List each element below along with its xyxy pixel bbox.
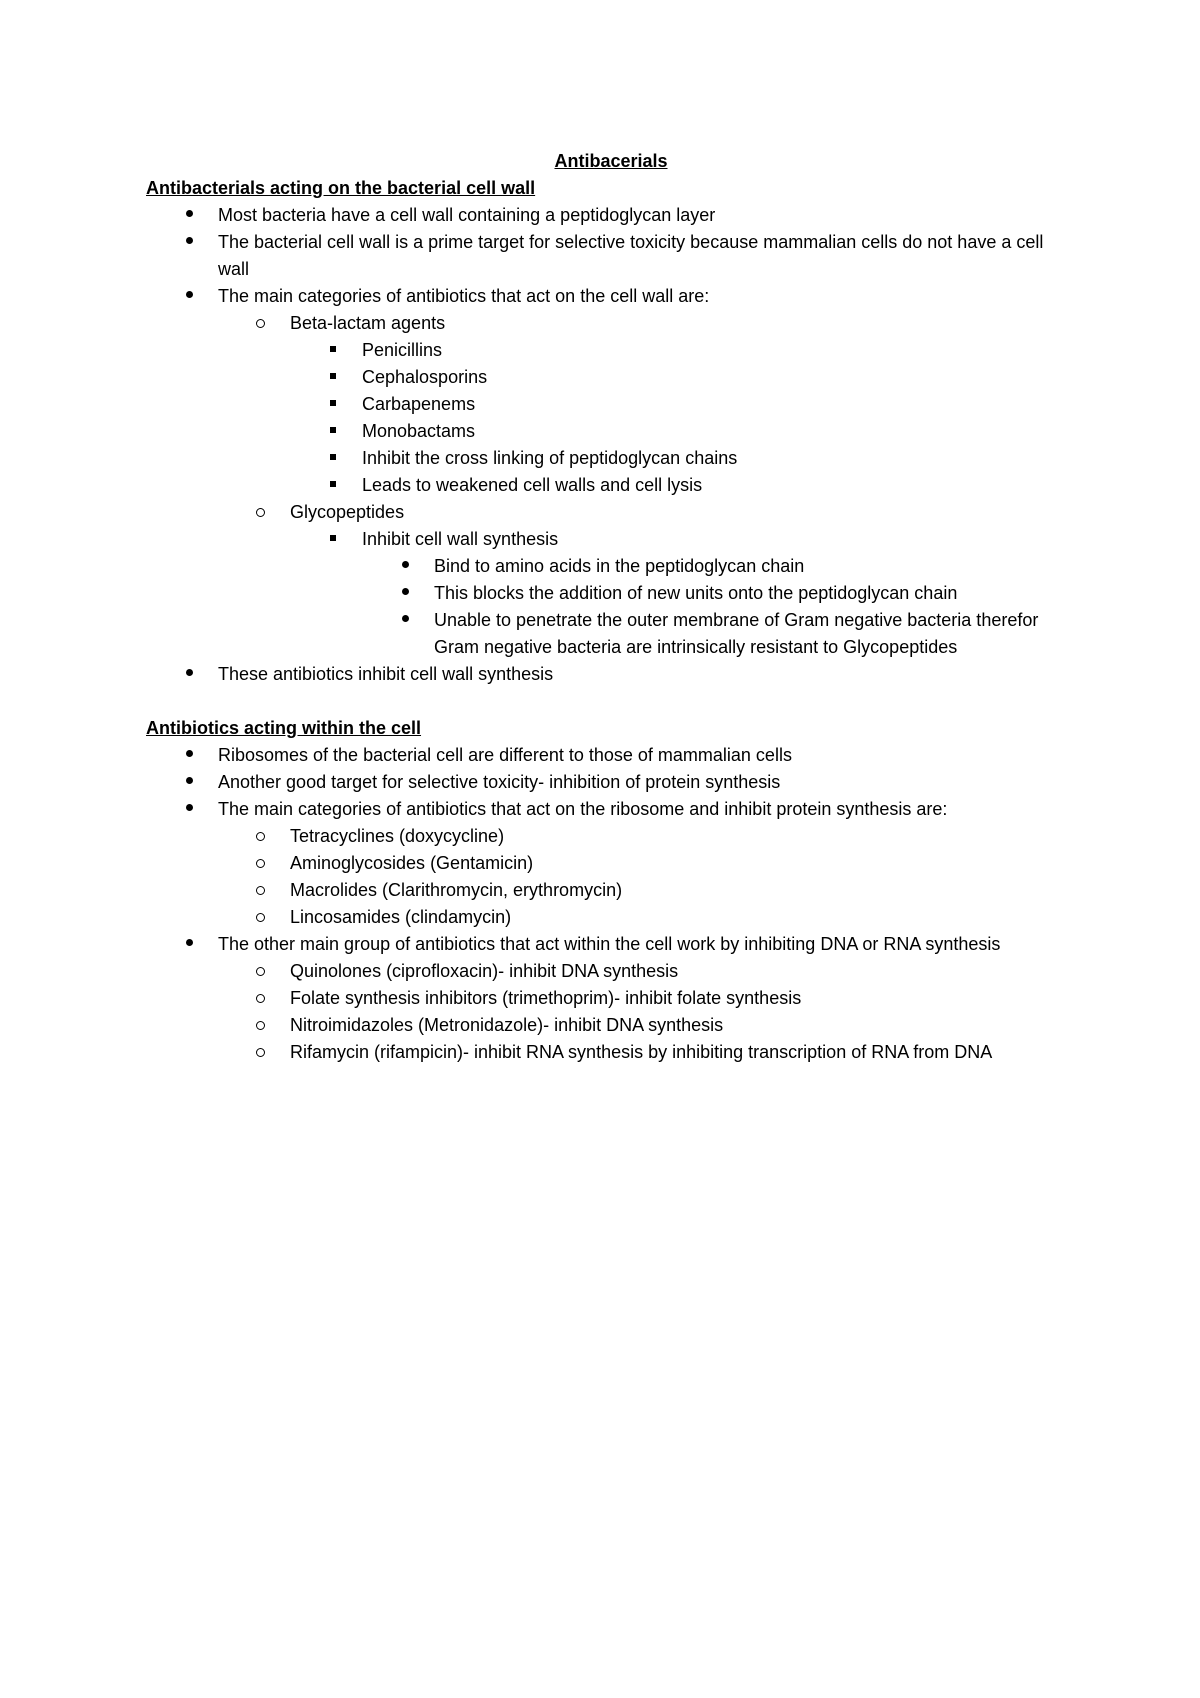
list-item: Cephalosporins (290, 364, 1076, 391)
list-item: Ribosomes of the bacterial cell are different to those of mammalian cells (146, 742, 1076, 769)
glycopeptides-mechanism-list (362, 553, 1076, 661)
list-item: Inhibit cell wall synthesis Bind to amino acids in the peptidoglycan chain This blocks the addition of new units onto the peptidoglycan chain Unable to penetrate the outer membrane of Gram negative bacteria therefor Gram negative bacteria are intrinsically resistant to Glycopeptides (290, 526, 1076, 661)
list-item: Quinolones (ciprofloxacin)- inhibit DNA synthesis (218, 958, 1076, 985)
beta-lactam-list (290, 337, 1076, 499)
list-item: Penicillins (290, 337, 1076, 364)
list-item: Inhibit the cross linking of peptidoglycan chains (290, 445, 1076, 472)
within-cell-list (146, 742, 1076, 1066)
list-item: The other main group of antibiotics that act within the cell work by inhibiting DNA or RNA synthesis Quinolones (ciprofloxacin)- inhibit DNA synthesis Folate synthesis inhibitors (trimethoprim)- inhibit folate synthesis Nitroimidazoles (Metronidazole)- inhibit DNA synthesis Rifamycin (rifampicin)- inhibit RNA synthesis by inhibiting transcription of RNA from DNA (146, 931, 1076, 1066)
list-item: The main categories of antibiotics that act on the ribosome and inhibit protein synthesis are: Tetracyclines (doxycycline) Aminoglycosides (Gentamicin) Macrolides (Clarithromycin, erythromycin) Lincosamides (clindamycin) (146, 796, 1076, 931)
list-item: Unable to penetrate the outer membrane of Gram negative bacteria therefor Gram negative bacteria are intrinsically resistant to Glycopeptides (362, 607, 1076, 661)
glycopeptides-list (290, 526, 1076, 661)
bullet-circle-icon (256, 886, 265, 895)
document-content (146, 148, 1076, 1066)
bullet-square-icon (330, 535, 336, 541)
bullet-circle-icon (256, 994, 265, 1003)
list-item: Bind to amino acids in the peptidoglycan chain (362, 553, 1076, 580)
bullet-disc-icon (186, 939, 193, 946)
list-item: Another good target for selective toxicity- inhibition of protein synthesis (146, 769, 1076, 796)
bullet-square-icon (330, 481, 336, 487)
list-item: Tetracyclines (doxycycline) (218, 823, 1076, 850)
list-item: Lincosamides (clindamycin) (218, 904, 1076, 931)
cell-wall-list (146, 202, 1076, 688)
bullet-disc-icon (402, 561, 409, 568)
bullet-square-icon (330, 373, 336, 379)
bullet-square-icon (330, 454, 336, 460)
bullet-disc-icon (402, 615, 409, 622)
page-title: Antibacerials (554, 151, 668, 171)
list-item: Rifamycin (rifampicin)- inhibit RNA synthesis by inhibiting transcription of RNA from DNA (218, 1039, 1076, 1066)
section-heading-within-cell: Antibiotics acting within the cell (146, 718, 422, 738)
list-item: Aminoglycosides (Gentamicin) (218, 850, 1076, 877)
list-item: The main categories of antibiotics that act on the cell wall are: Beta-lactam agents Penicillins Cephalosporins Carbapenems Monobactams Inhibit the cross linking of peptidoglycan chains Leads to weakened cell walls and cell lysis Glycopeptides Inhibit cell wall synthesis Bind to amino acids in the peptidoglycan chain This blocks the addition of new units onto the peptidoglycan chain Unable to penetrate the outer membrane of Gram negative bacteria therefor Gram negative bacteria are intrinsically resistant to Glycopeptides (146, 283, 1076, 661)
bullet-disc-icon (186, 750, 193, 757)
list-item: Beta-lactam agents Penicillins Cephalosporins Carbapenems Monobactams Inhibit the cross linking of peptidoglycan chains Leads to weakened cell walls and cell lysis (218, 310, 1076, 499)
bullet-circle-icon (256, 508, 265, 517)
bullet-disc-icon (186, 210, 193, 217)
bullet-circle-icon (256, 832, 265, 841)
list-item: Monobactams (290, 418, 1076, 445)
bullet-circle-icon (256, 967, 265, 976)
bullet-circle-icon (256, 1048, 265, 1057)
list-item: Macrolides (Clarithromycin, erythromycin) (218, 877, 1076, 904)
list-item: Leads to weakened cell walls and cell lysis (290, 472, 1076, 499)
list-item: Nitroimidazoles (Metronidazole)- inhibit DNA synthesis (218, 1012, 1076, 1039)
nucleic-acid-list (218, 958, 1076, 1066)
bullet-circle-icon (256, 319, 265, 328)
list-item: This blocks the addition of new units onto the peptidoglycan chain (362, 580, 1076, 607)
bullet-disc-icon (402, 588, 409, 595)
list-item: These antibiotics inhibit cell wall synthesis (146, 661, 1076, 688)
bullet-disc-icon (186, 804, 193, 811)
list-item: Glycopeptides Inhibit cell wall synthesis Bind to amino acids in the peptidoglycan chain This blocks the addition of new units onto the peptidoglycan chain Unable to penetrate the outer membrane of Gram negative bacteria therefor Gram negative bacteria are intrinsically resistant to Glycopeptides (218, 499, 1076, 661)
bullet-disc-icon (186, 777, 193, 784)
bullet-circle-icon (256, 859, 265, 868)
bullet-square-icon (330, 400, 336, 406)
bullet-disc-icon (186, 669, 193, 676)
protein-synthesis-list (218, 823, 1076, 931)
list-item: Carbapenems (290, 391, 1076, 418)
bullet-square-icon (330, 346, 336, 352)
list-item: Most bacteria have a cell wall containing a peptidoglycan layer (146, 202, 1076, 229)
bullet-disc-icon (186, 291, 193, 298)
section-spacer (146, 688, 1076, 715)
list-item: Folate synthesis inhibitors (trimethoprim)- inhibit folate synthesis (218, 985, 1076, 1012)
list-item: The bacterial cell wall is a prime target for selective toxicity because mammalian cells do not have a cell wall (146, 229, 1076, 283)
bullet-circle-icon (256, 913, 265, 922)
bullet-circle-icon (256, 1021, 265, 1030)
section-heading-cell-wall: Antibacterials acting on the bacterial cell wall (146, 178, 536, 198)
cell-wall-categories-list (218, 310, 1076, 661)
bullet-disc-icon (186, 237, 193, 244)
bullet-square-icon (330, 427, 336, 433)
